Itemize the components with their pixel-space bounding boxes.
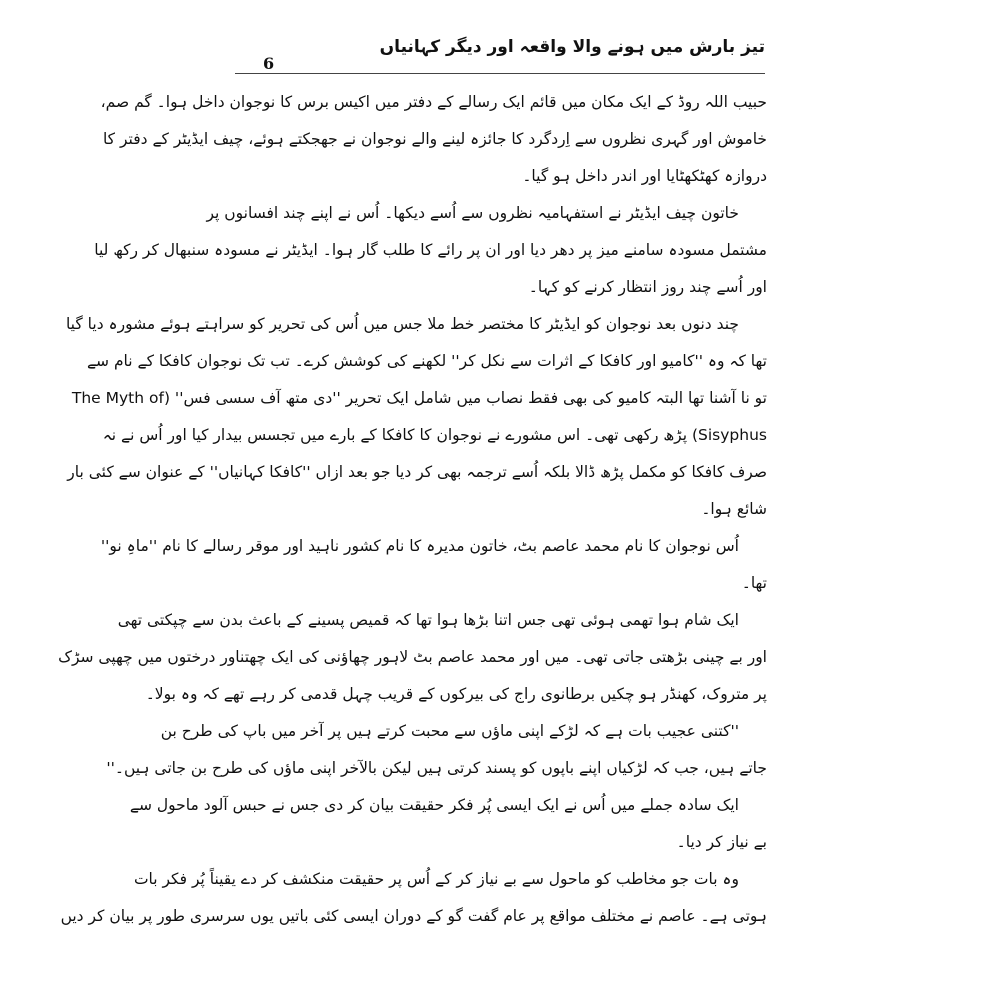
text-line: جاتے ہیں، جب کہ لڑکیاں اپنے باپوں کو پسند کرتی ہیں لیکن بالآخر اپنی ماؤں کی طرح بن جاتی ہیں۔'': [106, 759, 767, 777]
text-line: خاتون چیف ایڈیٹر نے استفہامیہ نظروں سے اُسے دیکھا۔ اُس نے اپنے چند افسانوں پر: [206, 204, 739, 222]
text-line: حبیب اللہ روڈ کے ایک مکان میں قائم ایک رسالے کے دفتر میں اکیس برس کا نوجوان داخل ہوا۔ گم صم،: [100, 93, 767, 111]
text-line: وہ بات جو مخاطب کو ماحول سے بے نیاز کر کے اُس پر حقیقت منکشف کر دے یقیناً پُر فکر بات: [133, 870, 739, 888]
body-text: [58, 92, 767, 943]
text-line: ایک شام ہوا تھمی ہوئی تھی جس اتنا بڑھا ہوا تھا کہ قمیص پسینے کے باعث بدن سے چپکتی تھی: [117, 611, 739, 629]
text-line: ایک سادہ جملے میں اُس نے ایک ایسی پُر فکر حقیقت بیان کر دی جس نے حبس آلود ماحول سے: [129, 796, 739, 814]
text-line: ہوتی ہے۔ عاصم نے مختلف مواقع پر عام گفت گو کے دوران ایسی کئی باتیں یوں سرسری طور پر بیان کر دیں: [60, 907, 767, 925]
text-line: شائع ہوا۔: [701, 500, 767, 518]
text-line: صرف کافکا کو مکمل پڑھ ڈالا بلکہ اُسے ترجمہ بھی کر دیا جو بعد ازاں ''کافکا کہانیاں'' کے عنوان سے کئی بار: [67, 463, 767, 481]
text-line: تھا کہ وہ ''کامیو اور کافکا کے اثرات سے نکل کر'' لکھنے کی کوشش کرے۔ تب تک نوجوان کافکا کے نام سے: [86, 352, 767, 370]
text-line: Sisyphus) پڑھ رکھی تھی۔ اس مشورے نے نوجوان کا کافکا کے بارے میں تجسس بیدار کیا اور اُس نے نہ: [102, 426, 767, 444]
text-line: اور اُسے چند روز انتظار کرنے کو کہا۔: [528, 278, 767, 296]
running-title: تیز بارش میں ہونے والا واقعہ اور دیگر کہانیاں: [379, 37, 765, 57]
page-header: [235, 30, 765, 73]
text-line: تھا۔: [741, 574, 767, 592]
page-number: 6: [263, 54, 275, 73]
text-line: پر متروک، کھنڈر ہو چکیں برطانوی راج کی بیرکوں کے قریب چہل قدمی کر رہے تھے کہ وہ بولا۔: [145, 685, 767, 703]
text-line: تو نا آشنا تھا البتہ کامیو کی بھی فقط نصاب میں شامل ایک تحریر ''دی متھ آف سسی فس'' (The Myth of: [71, 389, 767, 407]
text-line: اُس نوجوان کا نام محمد عاصم بٹ، خاتون مدیرہ کا نام کشور ناہید اور موقر رسالے کا نام ''ماہِ نو'': [100, 537, 739, 555]
text-line: خاموش اور گہری نظروں سے اِردگرد کا جائزہ لینے والے نوجوان نے جھجکتے ہوئے، چیف ایڈیٹر کے دفتر کا: [102, 130, 767, 148]
text-line: مشتمل مسودہ سامنے میز پر دھر دیا اور ان پر رائے کا طلب گار ہوا۔ ایڈیٹر نے مسودہ سنبھال کر رکھ لیا: [94, 241, 767, 259]
header-rule: [235, 73, 765, 74]
text-line: چند دنوں بعد نوجوان کو ایڈیٹر کا مختصر خط ملا جس میں اُس کی تحریر کو سراہتے ہوئے مشورہ دیا گیا: [65, 315, 739, 333]
text-line: اور بے چینی بڑھتی جاتی تھی۔ میں اور محمد عاصم بٹ لاہور چھاؤنی کی ایک چھتناور درختوں میں چھپی سڑک: [58, 648, 767, 666]
text-line: بے نیاز کر دیا۔: [676, 833, 767, 851]
text-line: دروازہ کھٹکھٹایا اور اندر داخل ہو گیا۔: [522, 167, 767, 185]
text-line: ''کتنی عجیب بات ہے کہ لڑکے اپنی ماؤں سے محبت کرتے ہیں پر آخر میں باپ کی طرح بن: [160, 722, 739, 740]
